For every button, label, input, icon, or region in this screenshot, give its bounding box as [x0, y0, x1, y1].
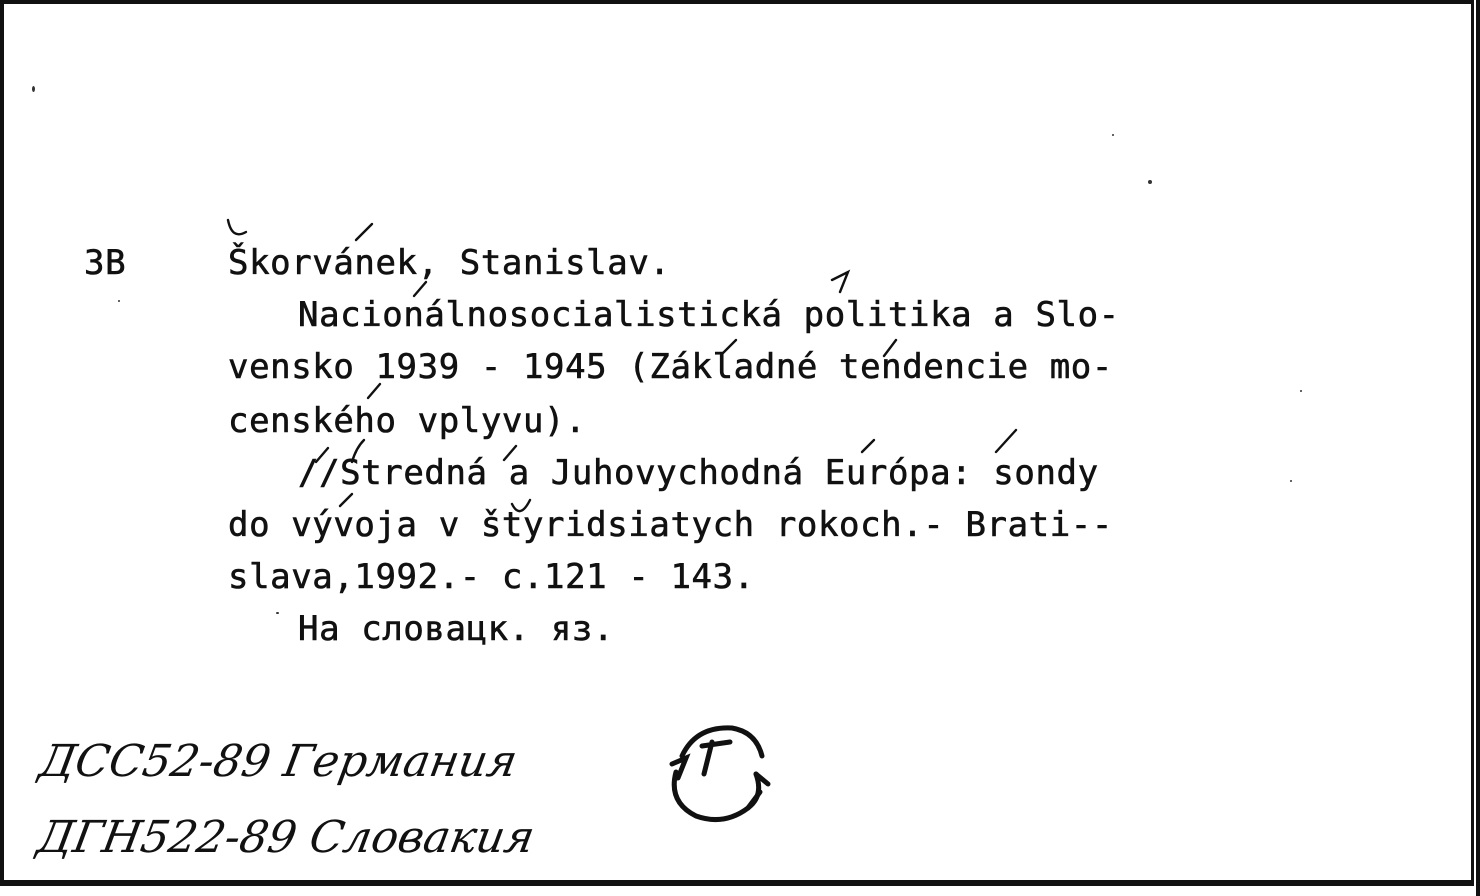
source-line: slava,1992.- c.121 - 143.	[228, 557, 755, 597]
shelf-mark: 3B	[84, 243, 127, 283]
acute-mark	[832, 272, 848, 292]
language-note: На словацк. яз.	[298, 609, 615, 649]
handwritten-call-number: ДГН522-89 Словакия	[33, 812, 539, 863]
author-heading: Škorvánek, Stanislav.	[228, 243, 671, 283]
acute-mark	[996, 430, 1016, 452]
acute-mark	[356, 224, 372, 240]
source-line: do vývoja v štyridsiatych rokoch.- Brati--	[228, 505, 1113, 545]
source-line: //Stredná a Juhovychodná Európa: sondy	[298, 453, 1099, 493]
title-line: Nacionálnosocialistická politika a Slo-	[298, 295, 1120, 335]
handwritten-call-number: ДСС52-89 Германия	[35, 736, 522, 787]
acute-mark	[414, 282, 426, 296]
hacek-mark	[228, 220, 246, 234]
title-line: vensko 1939 - 1945 (Základné tendencie mo-	[228, 347, 1113, 387]
title-line: cenského vplyvu).	[228, 401, 587, 441]
circular-arrows-stamp-icon	[652, 712, 782, 832]
acute-mark	[862, 440, 874, 452]
